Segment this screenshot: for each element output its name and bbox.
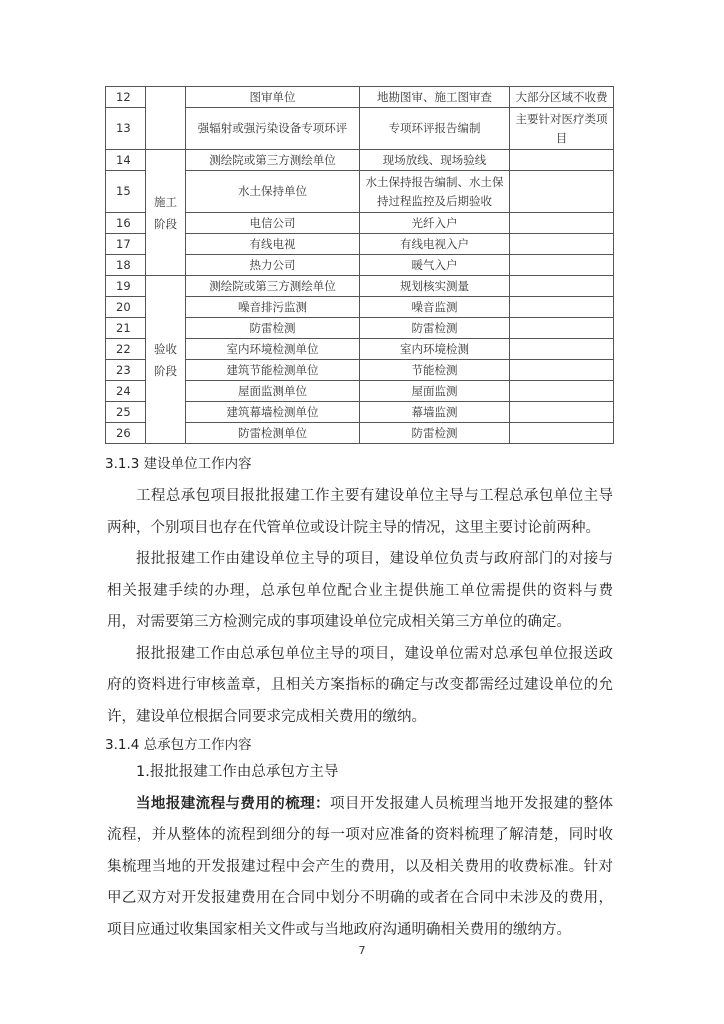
unit-cell: 建筑幕墙检测单位 bbox=[186, 402, 360, 423]
work-cell: 防雷检测 bbox=[360, 423, 510, 444]
note-cell bbox=[510, 402, 614, 423]
paragraph: 工程总承包项目报批报建工作主要有建设单位主导与工程总承包单位主导两种，个别项目也存在代管单位或设计院主导的情况，这里主要讨论前两种。 bbox=[107, 488, 613, 536]
work-cell: 规划核实测量 bbox=[360, 276, 510, 297]
row-number: 21 bbox=[106, 318, 146, 339]
work-cell: 现场放线、现场验线 bbox=[360, 150, 510, 171]
row-number: 17 bbox=[106, 234, 146, 255]
paragraph: 报批报建工作由总承包单位主导的项目，建设单位需对总承包单位报送政府的资料进行审核盖章，且相关方案指标的确定与改变都需经过建设单位的允许，建设单位根据合同要求完成相关费用的缴纳。 bbox=[107, 645, 613, 725]
section-3-1-3-body bbox=[107, 481, 613, 733]
note-cell bbox=[510, 423, 614, 444]
unit-cell: 测绘院或第三方测绘单位 bbox=[186, 276, 360, 297]
table-row bbox=[106, 150, 614, 171]
row-number: 26 bbox=[106, 423, 146, 444]
table-row bbox=[106, 87, 614, 108]
work-cell: 幕墙监测 bbox=[360, 402, 510, 423]
row-number: 13 bbox=[106, 108, 146, 150]
work-cell: 地勘图审、施工图审查 bbox=[360, 87, 510, 108]
paragraph bbox=[107, 789, 613, 947]
row-number: 20 bbox=[106, 297, 146, 318]
section-3-1-4-body bbox=[107, 757, 613, 946]
row-number: 12 bbox=[106, 87, 146, 108]
unit-cell: 建筑节能检测单位 bbox=[186, 360, 360, 381]
note-cell bbox=[510, 360, 614, 381]
unit-cell: 室内环境检测单位 bbox=[186, 339, 360, 360]
work-cell: 节能检测 bbox=[360, 360, 510, 381]
note-cell bbox=[510, 297, 614, 318]
note-cell bbox=[510, 234, 614, 255]
section-heading-3-1-4: 3.1.4 总承包方工作内容 bbox=[105, 737, 252, 753]
note-cell bbox=[510, 171, 614, 213]
approval-units-table bbox=[105, 86, 614, 444]
work-cell: 暖气入户 bbox=[360, 255, 510, 276]
unit-cell: 噪音排污监测 bbox=[186, 297, 360, 318]
section-heading-3-1-3: 3.1.3 建设单位工作内容 bbox=[105, 456, 252, 472]
work-cell: 光纤入户 bbox=[360, 213, 510, 234]
note-cell: 大部分区域不收费 bbox=[510, 87, 614, 108]
note-cell bbox=[510, 339, 614, 360]
unit-cell: 屋面监测单位 bbox=[186, 381, 360, 402]
unit-cell: 强辐射或强污染设备专项环评 bbox=[186, 108, 360, 150]
paragraph: 报批报建工作由建设单位主导的项目，建设单位负责与政府部门的对接与相关报建手续的办理，总承包单位配合业主提供施工单位需提供的资料与费用，对需要第三方检测完成的事项建设单位完成相关第三方单位的确定。 bbox=[107, 551, 613, 630]
unit-cell: 电信公司 bbox=[186, 213, 360, 234]
work-cell: 防雷检测 bbox=[360, 318, 510, 339]
row-number: 25 bbox=[106, 402, 146, 423]
row-number: 22 bbox=[106, 339, 146, 360]
unit-cell: 有线电视 bbox=[186, 234, 360, 255]
stage-acceptance: 验收阶段 bbox=[146, 276, 186, 444]
row-number: 16 bbox=[106, 213, 146, 234]
note-cell bbox=[510, 255, 614, 276]
row-number: 18 bbox=[106, 255, 146, 276]
subheading: 1.报批报建工作由总承包方主导 bbox=[136, 764, 339, 780]
stage-cell-empty bbox=[146, 87, 186, 150]
unit-cell: 热力公司 bbox=[186, 255, 360, 276]
unit-cell: 防雷检测 bbox=[186, 318, 360, 339]
bold-lead: 当地报建流程与费用的梳理： bbox=[136, 795, 330, 812]
row-number: 19 bbox=[106, 276, 146, 297]
unit-cell: 水土保持单位 bbox=[186, 171, 360, 213]
row-number: 24 bbox=[106, 381, 146, 402]
note-cell: 主要针对医疗类项目 bbox=[510, 108, 614, 150]
unit-cell: 图审单位 bbox=[186, 87, 360, 108]
work-cell: 水土保持报告编制、水土保持过程监控及后期验收 bbox=[360, 171, 510, 213]
note-cell bbox=[510, 150, 614, 171]
work-cell: 屋面监测 bbox=[360, 381, 510, 402]
paragraph-text: 项目开发报建人员梳理当地开发报建的整体流程，并从整体的流程到细分的每一项对应准备的资料梳理了解清楚，同时收集梳理当地的开发报建过程中会产生的费用，以及相关费用的收费标准。针对甲乙双方对开发报建费用在合同中划分不明确的或者在合同中未涉及的费用，项目应通过收集国家相关文件或与当地政府沟通明确相关费用的缴纳方。 bbox=[107, 795, 613, 938]
row-number: 14 bbox=[106, 150, 146, 171]
work-cell: 室内环境检测 bbox=[360, 339, 510, 360]
stage-construction: 施工阶段 bbox=[146, 150, 186, 276]
unit-cell: 测绘院或第三方测绘单位 bbox=[186, 150, 360, 171]
page-number: 7 bbox=[358, 944, 366, 957]
note-cell bbox=[510, 318, 614, 339]
row-number: 23 bbox=[106, 360, 146, 381]
note-cell bbox=[510, 213, 614, 234]
unit-cell: 防雷检测单位 bbox=[186, 423, 360, 444]
note-cell bbox=[510, 276, 614, 297]
work-cell: 噪音监测 bbox=[360, 297, 510, 318]
note-cell bbox=[510, 381, 614, 402]
work-cell: 有线电视入户 bbox=[360, 234, 510, 255]
work-cell: 专项环评报告编制 bbox=[360, 108, 510, 150]
table-row bbox=[106, 276, 614, 297]
row-number: 15 bbox=[106, 171, 146, 213]
